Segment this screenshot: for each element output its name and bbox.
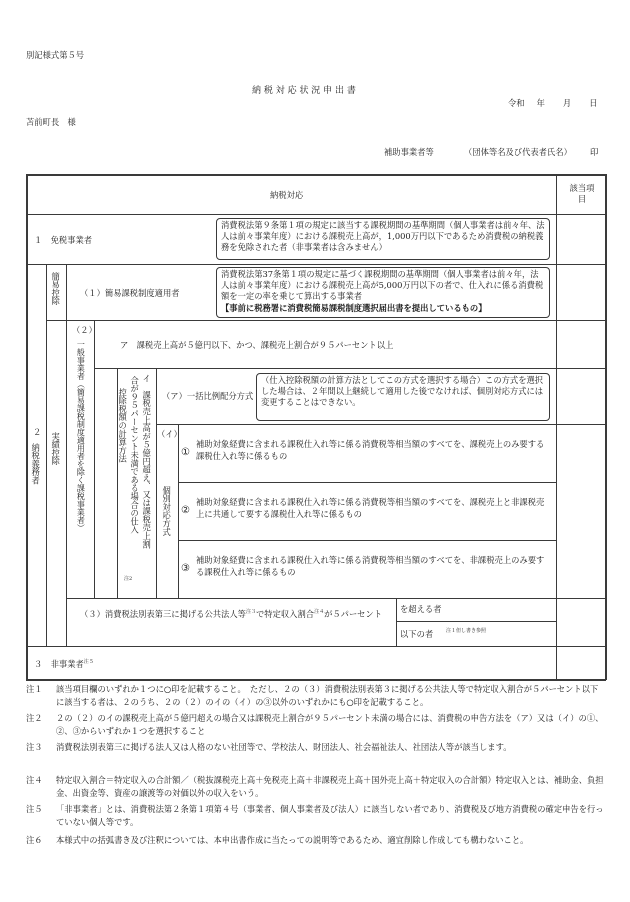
note-4-label: 注４ xyxy=(26,775,43,785)
option-2-text: 補助対象経費に含まれる課税仕入れ等に係る消費税等相当額のすべてを、課税売上と非課税売上に共通して要する課税仕入れ等に係るもの xyxy=(196,497,545,520)
note-6-label: 注６ xyxy=(26,835,43,845)
simplified-desc-main: 消費税法第37条第１項の規定に基づく課税期間の基準期間（個人事業者は前々年，法人は前々事業年度）における課税売上高が5,000万円以下の者で、仕入れに係る消費税額を一定の率を乗じて算出する事業者 xyxy=(221,269,544,302)
actual-deduction-label: 実績控除 xyxy=(50,432,61,466)
note-5-text: 「非事業者」とは、消費税法第２条第１項第４号（事業者、個人事業者及び法人）に該当しない者であり、消費税及び地方消費税の確定申告を行っていない個人等です。 xyxy=(56,804,604,827)
date-year: 年 xyxy=(536,98,545,108)
form-number: 別記様式第５号 xyxy=(26,50,85,60)
simplified-tax-description xyxy=(216,267,550,318)
check-cell-non-business[interactable] xyxy=(557,647,605,679)
note-3-text: 消費税法別表第三に掲げる法人又は人格のない社団等で、学校法人、財団法人、社会福祉法人、社団法人等が該当します。 xyxy=(56,742,512,752)
note-4 xyxy=(26,774,606,800)
option-1-text: 補助対象経費に含まれる課税仕入れ等に係る消費税等相当額のすべてを、課税売上のみ要する課税仕入れ等に係るもの xyxy=(196,439,545,462)
note-1 xyxy=(26,683,606,709)
addressee: 苫前町長 様 xyxy=(26,117,76,127)
check-cell-lump-sum[interactable] xyxy=(557,369,605,424)
check-cell-option-3[interactable] xyxy=(557,541,605,598)
note-2-label: 注２ xyxy=(26,713,43,723)
check-cell-tax-exempt[interactable] xyxy=(557,215,605,264)
public-label-pre: （３）消費税法別表第三に掲げる公共法人等 xyxy=(80,609,246,619)
row-num-taxpayer: ２ xyxy=(33,427,42,437)
public-sup-note3: 注３ xyxy=(245,609,256,616)
column-header-applicable: 該当項目 xyxy=(569,183,595,204)
note-6-text: 本様式中の括弧書き及び注釈については、本申出書作成に当たっての説明等であるため、適宜削除し作成しても構わないこと。 xyxy=(56,835,529,845)
option-i-note: 注2 xyxy=(124,576,133,582)
date-era: 令和 xyxy=(508,98,525,108)
note-3 xyxy=(26,741,606,754)
note-1-text: 該当項目欄のいずれか１つに○印を記載すること。 ただし、２の（３）消費税法別表第３に掲げる公共法人等で特定収入割合が５パーセント以下に該当する者は、２のうち、２の（２）のイの（イ）の③以外のいずれかにも○印を記載すること。 xyxy=(56,684,599,707)
public-label-mid: で特定収入割合 xyxy=(255,609,315,619)
note-5-label: 注５ xyxy=(26,804,43,814)
option-i-label-col1: イ 課税売上高が５億円超え、又は課税売上割 xyxy=(141,374,152,549)
note-2 xyxy=(26,712,606,738)
date-line xyxy=(508,98,598,109)
check-cell-public-under[interactable] xyxy=(557,622,605,646)
applicant-label: 補助事業者等 xyxy=(384,147,434,157)
note-1-label: 注１ xyxy=(26,684,43,694)
simplified-tax-user-label: （１）簡易課税制度適用者 xyxy=(80,288,180,298)
note-4-text: 特定収入割合＝特定収入の合計額／（税抜課税売上高＋免税売上高＋非課税売上高＋国外売上高＋特定収入の合計額）特定収入とは、補助金、負担金、出資金等、資産の譲渡等の対価以外の収入をいう。 xyxy=(56,775,604,798)
public-under-note: 注１但し書き参照 xyxy=(446,628,487,634)
note-6 xyxy=(26,834,606,847)
check-cell-option-a[interactable] xyxy=(557,321,605,368)
note-5 xyxy=(26,803,606,829)
row-label-taxpayer: 納税義務者 xyxy=(30,443,41,485)
seal-mark: 印 xyxy=(590,147,599,157)
option-3-mark: ③ xyxy=(181,563,190,574)
non-business-sup: 注５ xyxy=(83,659,94,666)
option-a-label: ア 課税売上高が５億円以下、かつ、課税売上割合が９５パーセント以上 xyxy=(120,340,394,350)
public-label-post: が５パーセント xyxy=(324,609,382,619)
tax-exempt-description: 消費税法第９条第１項の規定に該当する課税期間の基準期間（個人事業者は前々年、法人は前々事業年度）における課税売上高が，1,000万円以下であるため消費税の納税義務を免除された者（非事業者は含みません） xyxy=(216,218,550,260)
general-business-label: 一般事業者（簡易課税制度適用者を除く課税事業者） xyxy=(76,340,86,532)
individual-method-label: 個別対応方式 xyxy=(161,486,172,536)
option-1-mark: ① xyxy=(181,447,190,458)
non-business-text: ３ 非事業者 xyxy=(34,659,84,669)
lump-sum-method-label: （ア）一括比例配分方式 xyxy=(162,391,254,401)
note-3-label: 注３ xyxy=(26,742,43,752)
option-3-text: 補助対象経費に含まれる課税仕入れ等に係る消費税等相当額のすべてを、非課税売上のみ要する課税仕入れ等に係るもの xyxy=(196,555,545,578)
date-day: 日 xyxy=(589,98,598,108)
row-label-non-business xyxy=(34,659,94,670)
check-cell-option-2[interactable] xyxy=(557,483,605,540)
public-under-label: 以下の者 xyxy=(400,629,434,639)
check-cell-public-over[interactable] xyxy=(557,599,605,621)
public-sup-note4: 注４ xyxy=(314,609,325,616)
applicant-name-hint: （団体等名及び代表者氏名） xyxy=(464,147,572,157)
simplified-deduction-label: 簡易控除 xyxy=(50,272,61,306)
option-2-mark: ② xyxy=(181,505,190,516)
date-month: 月 xyxy=(562,98,572,108)
lump-sum-method-description: （仕入控除税額の計算方法としてこの方式を選択する場合）この方式を選択した場合は、２年間以上継続して適用した後でなければ、個別対応方式には変更することはできない。 xyxy=(256,373,550,421)
public-corporation-label xyxy=(80,608,392,620)
option-i-label-col3: 控除税額の計算方法 xyxy=(117,388,128,463)
simplified-desc-bold: 【事前に税務署に消費税簡易課税制度選択届出書を提出しているもの】 xyxy=(221,302,487,313)
individual-method-num: （イ） xyxy=(157,429,182,439)
row-label-tax-exempt: １ 免税事業者 xyxy=(34,235,93,245)
check-cell-option-1[interactable] xyxy=(557,425,605,482)
general-business-num: （２） xyxy=(72,325,97,335)
public-over-label: を超える者 xyxy=(400,604,442,614)
check-cell-simplified[interactable] xyxy=(557,265,605,320)
column-header-tax-response: 納税対応 xyxy=(270,190,304,200)
note-2-text: ２の（２）のイの課税売上高が５億円超えの場合又は課税売上割合が９５パーセント未満の場合には、消費税の申告方法を（ア）又は（イ）の①、②、③からいずれか１つを選択すること xyxy=(56,713,604,736)
option-i-label-col2: 合が９５パーセント未満である場合の仕入 xyxy=(129,376,140,534)
document-title: 納 税 対 応 状 況 申 出 書 xyxy=(252,86,356,96)
